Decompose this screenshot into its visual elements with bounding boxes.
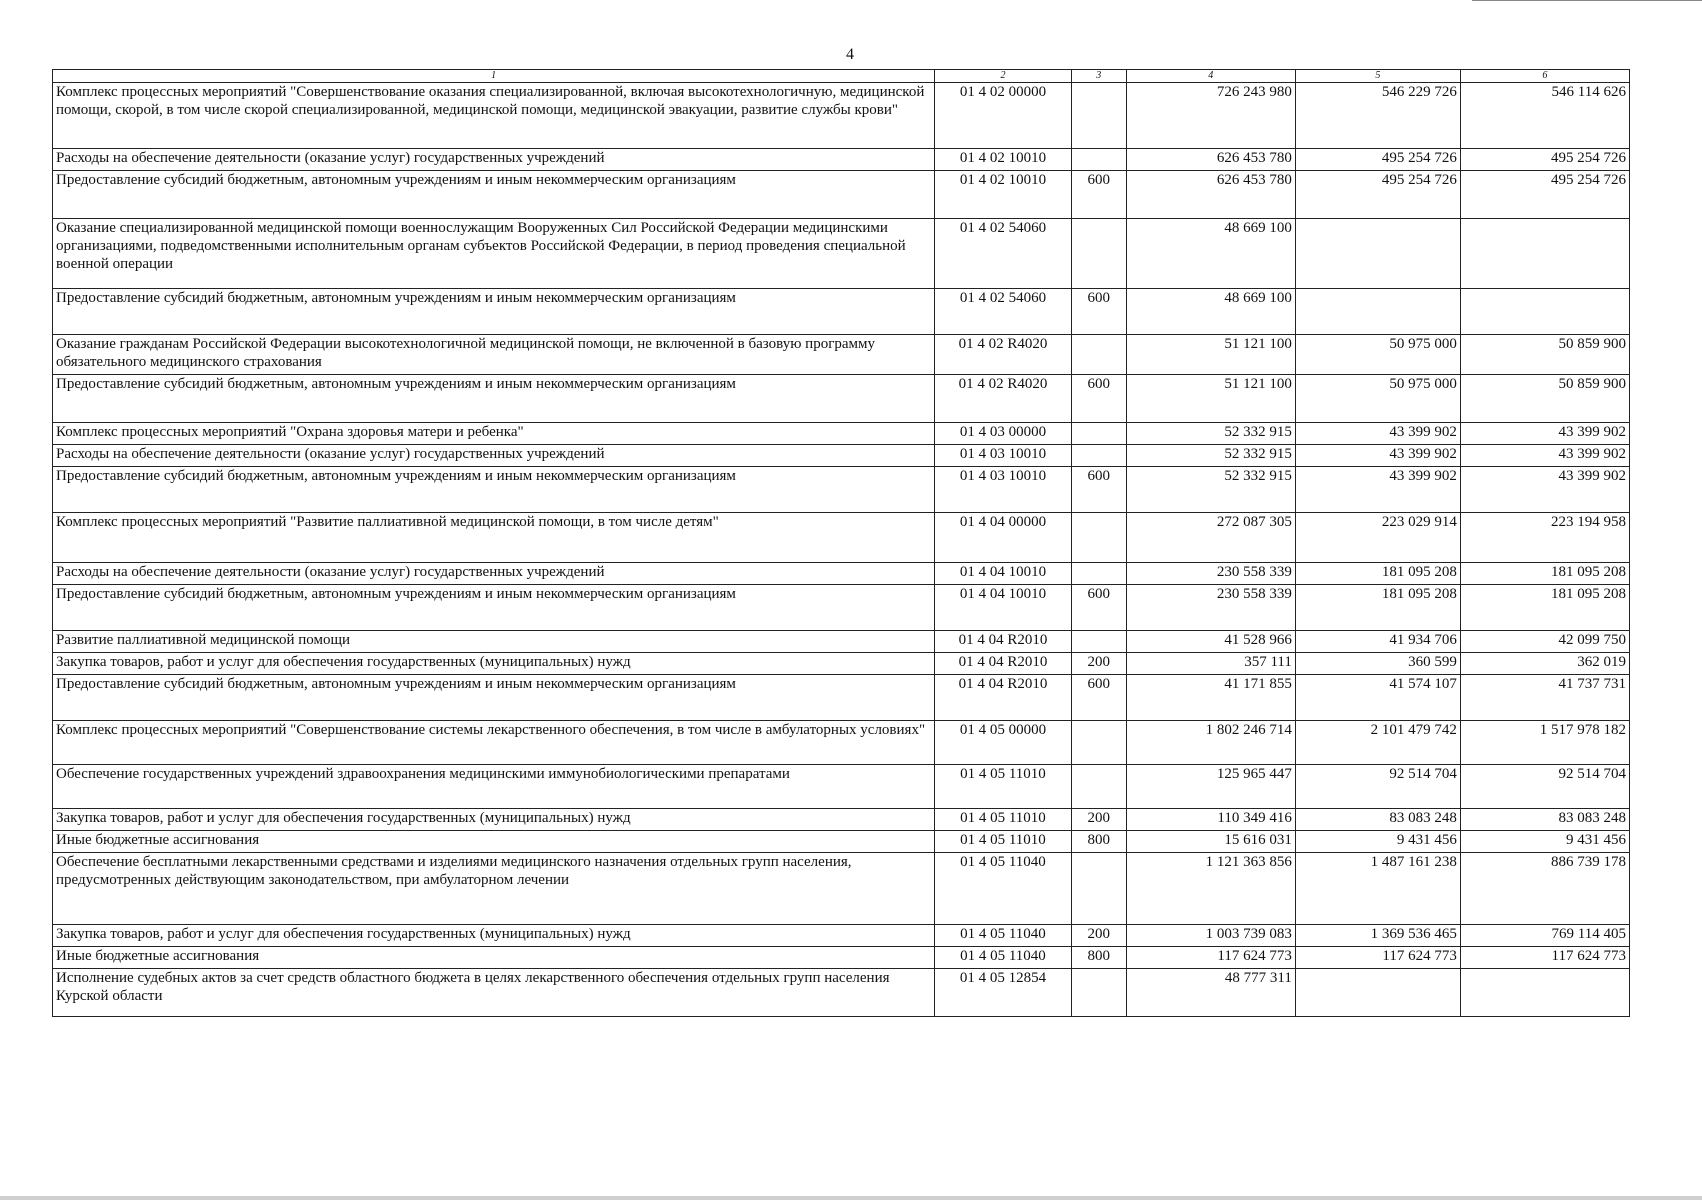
row-expense-type-cell <box>1071 423 1126 445</box>
table-row <box>53 335 1630 375</box>
row-name-cell: Развитие паллиативной медицинской помощи <box>53 631 935 653</box>
row-code-cell: 01 4 04 00000 <box>935 513 1072 563</box>
row-amount-3-cell: 43 399 902 <box>1460 423 1629 445</box>
row-amount-2-cell: 43 399 902 <box>1295 445 1460 467</box>
row-code-cell: 01 4 05 11040 <box>935 925 1072 947</box>
row-amount-1-cell: 1 121 363 856 <box>1126 853 1295 925</box>
row-name-cell: Оказание гражданам Российской Федерации высокотехнологичной медицинской помощи, не включенной в базовую программу обязательного медицинского страхования <box>53 335 935 375</box>
row-name-cell: Закупка товаров, работ и услуг для обеспечения государственных (муниципальных) нужд <box>53 925 935 947</box>
row-amount-3-cell: 1 517 978 182 <box>1460 721 1629 765</box>
row-code-cell: 01 4 04 10010 <box>935 585 1072 631</box>
row-amount-1-cell: 272 087 305 <box>1126 513 1295 563</box>
column-header-code: 2 <box>935 70 1072 83</box>
row-amount-1-cell: 52 332 915 <box>1126 423 1295 445</box>
row-name-cell: Закупка товаров, работ и услуг для обеспечения государственных (муниципальных) нужд <box>53 809 935 831</box>
row-amount-3-cell: 43 399 902 <box>1460 467 1629 513</box>
row-expense-type-cell: 200 <box>1071 653 1126 675</box>
row-amount-1-cell: 125 965 447 <box>1126 765 1295 809</box>
row-amount-1-cell: 51 121 100 <box>1126 335 1295 375</box>
row-expense-type-cell <box>1071 149 1126 171</box>
row-amount-2-cell: 546 229 726 <box>1295 83 1460 149</box>
table-row <box>53 809 1630 831</box>
row-amount-2-cell: 50 975 000 <box>1295 335 1460 375</box>
row-name-cell: Предоставление субсидий бюджетным, автономным учреждениям и иным некоммерческим организациям <box>53 171 935 219</box>
row-amount-2-cell: 43 399 902 <box>1295 467 1460 513</box>
row-amount-3-cell: 886 739 178 <box>1460 853 1629 925</box>
row-code-cell: 01 4 02 54060 <box>935 289 1072 335</box>
row-code-cell: 01 4 05 11010 <box>935 809 1072 831</box>
row-amount-2-cell <box>1295 289 1460 335</box>
row-amount-2-cell: 495 254 726 <box>1295 149 1460 171</box>
row-code-cell: 01 4 03 00000 <box>935 423 1072 445</box>
row-amount-1-cell: 52 332 915 <box>1126 445 1295 467</box>
row-amount-1-cell: 357 111 <box>1126 653 1295 675</box>
row-code-cell: 01 4 02 10010 <box>935 171 1072 219</box>
column-header-expense-type: 3 <box>1071 70 1126 83</box>
row-amount-2-cell: 495 254 726 <box>1295 171 1460 219</box>
row-amount-2-cell: 50 975 000 <box>1295 375 1460 423</box>
row-amount-1-cell: 626 453 780 <box>1126 149 1295 171</box>
row-amount-1-cell: 230 558 339 <box>1126 563 1295 585</box>
row-expense-type-cell: 600 <box>1071 585 1126 631</box>
row-expense-type-cell: 600 <box>1071 171 1126 219</box>
row-amount-1-cell: 626 453 780 <box>1126 171 1295 219</box>
row-amount-1-cell: 41 528 966 <box>1126 631 1295 653</box>
row-code-cell: 01 4 05 11010 <box>935 831 1072 853</box>
row-name-cell: Комплекс процессных мероприятий "Развитие паллиативной медицинской помощи, в том числе детям" <box>53 513 935 563</box>
row-name-cell: Иные бюджетные ассигнования <box>53 831 935 853</box>
row-amount-2-cell: 117 624 773 <box>1295 947 1460 969</box>
table-row <box>53 969 1630 1017</box>
row-name-cell: Оказание специализированной медицинской помощи военнослужащим Вооруженных Сил Российской Федерации медицинскими организациями, подведомственными исполнительным органам субъектов Российской Федерации, в период проведения специальной военной операции <box>53 219 935 289</box>
row-code-cell: 01 4 04 R2010 <box>935 631 1072 653</box>
row-amount-2-cell: 1 487 161 238 <box>1295 853 1460 925</box>
row-name-cell: Предоставление субсидий бюджетным, автономным учреждениям и иным некоммерческим организациям <box>53 585 935 631</box>
row-code-cell: 01 4 03 10010 <box>935 445 1072 467</box>
row-amount-3-cell: 9 431 456 <box>1460 831 1629 853</box>
table-row <box>53 853 1630 925</box>
row-amount-1-cell: 230 558 339 <box>1126 585 1295 631</box>
row-expense-type-cell: 800 <box>1071 947 1126 969</box>
row-code-cell: 01 4 03 10010 <box>935 467 1072 513</box>
row-amount-2-cell: 223 029 914 <box>1295 513 1460 563</box>
column-header-amount-3: 6 <box>1460 70 1629 83</box>
row-name-cell: Комплекс процессных мероприятий "Совершенствование системы лекарственного обеспечения, в том числе в амбулаторных условиях" <box>53 721 935 765</box>
row-name-cell: Иные бюджетные ассигнования <box>53 947 935 969</box>
row-amount-3-cell: 83 083 248 <box>1460 809 1629 831</box>
row-amount-3-cell: 495 254 726 <box>1460 149 1629 171</box>
row-code-cell: 01 4 02 R4020 <box>935 375 1072 423</box>
row-code-cell: 01 4 05 11040 <box>935 853 1072 925</box>
row-code-cell: 01 4 04 10010 <box>935 563 1072 585</box>
row-code-cell: 01 4 05 11040 <box>935 947 1072 969</box>
column-header-amount-1: 4 <box>1126 70 1295 83</box>
row-amount-3-cell: 42 099 750 <box>1460 631 1629 653</box>
row-amount-1-cell: 726 243 980 <box>1126 83 1295 149</box>
table-row <box>53 289 1630 335</box>
table-row <box>53 375 1630 423</box>
row-amount-3-cell: 50 859 900 <box>1460 335 1629 375</box>
row-amount-2-cell: 2 101 479 742 <box>1295 721 1460 765</box>
row-name-cell: Предоставление субсидий бюджетным, автономным учреждениям и иным некоммерческим организациям <box>53 375 935 423</box>
table-row <box>53 171 1630 219</box>
row-amount-2-cell: 181 095 208 <box>1295 585 1460 631</box>
column-header-amount-2: 5 <box>1295 70 1460 83</box>
row-name-cell: Закупка товаров, работ и услуг для обеспечения государственных (муниципальных) нужд <box>53 653 935 675</box>
row-code-cell: 01 4 05 11010 <box>935 765 1072 809</box>
row-amount-3-cell: 223 194 958 <box>1460 513 1629 563</box>
table-row <box>53 675 1630 721</box>
table-row <box>53 83 1630 149</box>
table-row <box>53 925 1630 947</box>
table-row <box>53 947 1630 969</box>
row-expense-type-cell <box>1071 853 1126 925</box>
row-name-cell: Предоставление субсидий бюджетным, автономным учреждениям и иным некоммерческим организациям <box>53 675 935 721</box>
column-header-name: 1 <box>53 70 935 83</box>
row-amount-2-cell: 1 369 536 465 <box>1295 925 1460 947</box>
table-row <box>53 513 1630 563</box>
row-code-cell: 01 4 02 10010 <box>935 149 1072 171</box>
table-row <box>53 631 1630 653</box>
table-row <box>53 423 1630 445</box>
row-amount-2-cell: 92 514 704 <box>1295 765 1460 809</box>
table-row <box>53 831 1630 853</box>
row-name-cell: Комплекс процессных мероприятий "Охрана здоровья матери и ребенка" <box>53 423 935 445</box>
row-name-cell: Исполнение судебных актов за счет средств областного бюджета в целях лекарственного обеспечения отдельных групп населения Курской области <box>53 969 935 1017</box>
row-amount-3-cell <box>1460 219 1629 289</box>
table-row <box>53 467 1630 513</box>
table-row <box>53 219 1630 289</box>
row-expense-type-cell <box>1071 721 1126 765</box>
row-name-cell: Обеспечение бесплатными лекарственными средствами и изделиями медицинского назначения отдельных групп населения, предусмотренных действующим законодательством, при амбулаторном лечении <box>53 853 935 925</box>
row-expense-type-cell <box>1071 969 1126 1017</box>
table-row <box>53 765 1630 809</box>
row-amount-3-cell: 362 019 <box>1460 653 1629 675</box>
row-amount-2-cell: 43 399 902 <box>1295 423 1460 445</box>
row-name-cell: Предоставление субсидий бюджетным, автономным учреждениям и иным некоммерческим организациям <box>53 289 935 335</box>
row-expense-type-cell: 600 <box>1071 289 1126 335</box>
row-amount-1-cell: 1 003 739 083 <box>1126 925 1295 947</box>
table-row <box>53 563 1630 585</box>
row-expense-type-cell: 600 <box>1071 675 1126 721</box>
row-amount-2-cell: 41 574 107 <box>1295 675 1460 721</box>
row-amount-3-cell: 546 114 626 <box>1460 83 1629 149</box>
row-name-cell: Расходы на обеспечение деятельности (оказание услуг) государственных учреждений <box>53 445 935 467</box>
row-amount-1-cell: 41 171 855 <box>1126 675 1295 721</box>
table-row <box>53 149 1630 171</box>
row-name-cell: Предоставление субсидий бюджетным, автономным учреждениям и иным некоммерческим организациям <box>53 467 935 513</box>
row-code-cell: 01 4 05 12854 <box>935 969 1072 1017</box>
row-amount-3-cell: 495 254 726 <box>1460 171 1629 219</box>
row-code-cell: 01 4 02 00000 <box>935 83 1072 149</box>
row-amount-2-cell <box>1295 219 1460 289</box>
row-amount-2-cell: 360 599 <box>1295 653 1460 675</box>
row-amount-1-cell: 117 624 773 <box>1126 947 1295 969</box>
row-expense-type-cell: 600 <box>1071 467 1126 513</box>
row-amount-2-cell: 9 431 456 <box>1295 831 1460 853</box>
row-amount-1-cell: 110 349 416 <box>1126 809 1295 831</box>
row-amount-2-cell: 41 934 706 <box>1295 631 1460 653</box>
table-row <box>53 585 1630 631</box>
table-row <box>53 653 1630 675</box>
row-expense-type-cell <box>1071 563 1126 585</box>
row-amount-2-cell <box>1295 969 1460 1017</box>
row-amount-3-cell <box>1460 969 1629 1017</box>
header-row <box>53 70 1630 83</box>
row-expense-type-cell: 800 <box>1071 831 1126 853</box>
budget-table <box>52 69 1630 1017</box>
row-name-cell: Комплекс процессных мероприятий "Совершенствование оказания специализированной, включая высокотехнологичную, медицинской помощи, скорой, в том числе скорой специализированной, медицинской помощи, медицинской эвакуации, развитие службы крови" <box>53 83 935 149</box>
row-amount-1-cell: 1 802 246 714 <box>1126 721 1295 765</box>
row-amount-1-cell: 51 121 100 <box>1126 375 1295 423</box>
row-expense-type-cell <box>1071 335 1126 375</box>
row-name-cell: Расходы на обеспечение деятельности (оказание услуг) государственных учреждений <box>53 563 935 585</box>
row-amount-3-cell: 43 399 902 <box>1460 445 1629 467</box>
row-expense-type-cell <box>1071 631 1126 653</box>
row-expense-type-cell <box>1071 765 1126 809</box>
table-row <box>53 445 1630 467</box>
row-code-cell: 01 4 05 00000 <box>935 721 1072 765</box>
row-amount-3-cell: 41 737 731 <box>1460 675 1629 721</box>
scan-bottom-edge <box>0 1196 1702 1200</box>
row-amount-2-cell: 83 083 248 <box>1295 809 1460 831</box>
row-expense-type-cell: 200 <box>1071 809 1126 831</box>
row-expense-type-cell <box>1071 83 1126 149</box>
table-row <box>53 721 1630 765</box>
row-amount-3-cell: 181 095 208 <box>1460 563 1629 585</box>
row-code-cell: 01 4 04 R2010 <box>935 653 1072 675</box>
row-code-cell: 01 4 04 R2010 <box>935 675 1072 721</box>
row-amount-1-cell: 52 332 915 <box>1126 467 1295 513</box>
row-amount-1-cell: 48 669 100 <box>1126 289 1295 335</box>
row-amount-1-cell: 48 669 100 <box>1126 219 1295 289</box>
row-amount-3-cell: 92 514 704 <box>1460 765 1629 809</box>
row-amount-3-cell: 50 859 900 <box>1460 375 1629 423</box>
row-expense-type-cell <box>1071 513 1126 563</box>
row-name-cell: Расходы на обеспечение деятельности (оказание услуг) государственных учреждений <box>53 149 935 171</box>
row-amount-3-cell: 117 624 773 <box>1460 947 1629 969</box>
row-name-cell: Обеспечение государственных учреждений здравоохранения медицинскими иммунобиологическими препаратами <box>53 765 935 809</box>
row-expense-type-cell <box>1071 219 1126 289</box>
row-code-cell: 01 4 02 R4020 <box>935 335 1072 375</box>
row-amount-3-cell: 181 095 208 <box>1460 585 1629 631</box>
row-expense-type-cell: 200 <box>1071 925 1126 947</box>
scan-edge-line <box>1472 0 1702 3</box>
row-amount-2-cell: 181 095 208 <box>1295 563 1460 585</box>
row-amount-1-cell: 48 777 311 <box>1126 969 1295 1017</box>
row-amount-3-cell: 769 114 405 <box>1460 925 1629 947</box>
row-amount-3-cell <box>1460 289 1629 335</box>
row-expense-type-cell: 600 <box>1071 375 1126 423</box>
row-expense-type-cell <box>1071 445 1126 467</box>
page-number: 4 <box>846 46 854 63</box>
row-code-cell: 01 4 02 54060 <box>935 219 1072 289</box>
row-amount-1-cell: 15 616 031 <box>1126 831 1295 853</box>
